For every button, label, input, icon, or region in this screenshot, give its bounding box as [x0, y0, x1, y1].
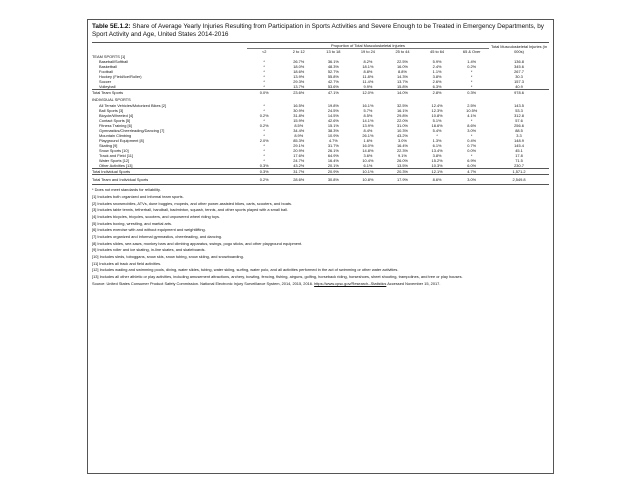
cell-total: 978.6	[489, 90, 549, 96]
cell-value: 8.9%	[294, 132, 304, 138]
cell-value: 12.0%	[351, 90, 386, 96]
cell-value: 20.1%	[327, 163, 339, 169]
cell-value: 0.2%	[259, 122, 269, 128]
cell-value: *	[263, 152, 265, 158]
cell-value: 31.8%	[293, 112, 305, 118]
document-page	[87, 19, 554, 474]
row-label: Total Team Sports	[92, 90, 247, 96]
source-note	[92, 281, 549, 286]
cell-value: 22.3%	[396, 147, 409, 153]
cell-total: 256.6	[514, 122, 524, 128]
cell-value: 34.4%	[293, 127, 305, 133]
cell-total: 145.4	[514, 142, 524, 148]
cell-value: 1.1%	[432, 69, 442, 75]
footnote-item: [3] Includes table tennis, tetherball, handball, badminton, squash, tennis, and other sports played with a small ball.	[92, 207, 288, 213]
footnote-13: [13] Includes all other athletic or play activities, including amusement attractions, archery, bowling, fencing, fishing, airguns, golfing, horseback riding, horseshoes, sheet shooting, trampolines, and tree or play houses.	[92, 274, 463, 280]
cell-value: 5.1%	[432, 117, 442, 123]
footnote-item: [4] Includes bicycles, tricycles, scooters, and unpowered wheel riding toys.	[92, 213, 221, 219]
cell-value: 8.5%	[363, 112, 373, 118]
footnotes	[92, 184, 549, 286]
cell-value: 13.7%	[396, 79, 409, 85]
cell-value: 8.8%	[398, 69, 407, 75]
table-title-label: Table 5E.1.2:	[92, 23, 131, 30]
cell-value: 29.1%	[293, 142, 305, 148]
cell-value: 14.8%	[362, 147, 374, 153]
cell-value: 3.0%	[454, 175, 489, 183]
cell-value: 6.1%	[363, 163, 373, 169]
cell-value: 29.3%	[293, 79, 305, 85]
cell-total: 40.9	[515, 84, 523, 90]
footnote-item: [6] Includes exercise with and without equipment and weightlifting.	[92, 227, 206, 233]
cell-value: 15.9%	[293, 117, 305, 123]
row-label: Baseball/Softball	[99, 59, 128, 65]
cell-value: 2.0%	[259, 137, 269, 143]
cell-value: 30.8%	[316, 175, 351, 183]
cell-value: 14.5%	[327, 112, 339, 118]
cell-value: 2.6%	[432, 79, 442, 85]
cell-value: 19.8%	[327, 102, 339, 108]
cell-total: 17.8	[515, 152, 523, 158]
cell-value: 1.3%	[432, 137, 442, 143]
cell-value: 0.3%	[454, 90, 489, 96]
row-label: Other Activities [13]	[99, 163, 133, 169]
proportion-header: Proportion of Total Musculoskeletal Injuries	[247, 43, 489, 49]
cell-value: 15.2%	[431, 158, 443, 164]
cell-value: 13.7%	[293, 84, 305, 90]
cell-value: 15.8%	[396, 84, 409, 90]
row-label: Contact Sports [5]	[99, 117, 131, 123]
cell-total: 143.5	[514, 102, 524, 108]
cell-value: 3.8%	[432, 74, 442, 80]
cell-value: *	[263, 117, 265, 123]
cell-value: 14.3%	[396, 74, 409, 80]
cell-value: 8.6%	[467, 122, 477, 128]
cell-value: 12.3%	[431, 107, 443, 113]
cell-value: 4.1%	[467, 112, 477, 118]
cell-total: 148.9	[514, 137, 524, 143]
cell-value: 53.6%	[327, 84, 339, 90]
cell-value: 3.6%	[363, 152, 373, 158]
footnote-item: [5] Includes boxing, wrestling, and martial arts.	[92, 220, 173, 226]
age-header: 13 to 18	[326, 49, 341, 55]
cell-total: 136.8	[514, 59, 524, 65]
cell-value: 16.1%	[362, 102, 374, 108]
footnote-item: [10] Includes sleds, toboggans, snow skis, snow tubing, snow skiing, and snowboarding.	[92, 254, 244, 260]
section-header-row	[92, 95, 549, 102]
row-label: Bicycle/Wheeled [4]	[99, 112, 134, 118]
cell-value: 9.1%	[398, 152, 407, 158]
row-label: Total Individual Sports	[92, 169, 247, 175]
cell-value: 18.6%	[293, 69, 305, 75]
cell-value: 18.6%	[431, 122, 443, 128]
row-label: Total Team and Individual Sports	[92, 175, 247, 183]
cell-value: 32.5%	[396, 102, 409, 108]
cell-value: 18.0%	[293, 64, 305, 70]
cell-value: 29.8%	[396, 112, 409, 118]
row-label: Fitness Training [6]	[99, 122, 132, 128]
age-header: 19 to 24	[360, 49, 375, 55]
cell-value: 16.4%	[396, 142, 409, 148]
cell-total: 230.7	[514, 163, 524, 169]
cell-value: *	[470, 152, 473, 158]
cell-value: 0.2%	[467, 64, 477, 70]
cell-value: 9.9%	[363, 84, 373, 90]
cell-value: 22.5%	[396, 59, 409, 65]
row-label: Hockey (Field/Ice/Roller)	[99, 74, 142, 80]
cell-value: 12.4%	[431, 102, 443, 108]
row-label: Mountain Climbing	[99, 132, 132, 138]
cell-value: 20.9%	[293, 147, 305, 153]
cell-value: 17.6%	[293, 152, 305, 158]
cell-value: 64.9%	[327, 152, 339, 158]
cell-value: 0.2%	[247, 175, 282, 183]
cell-value: *	[470, 79, 473, 85]
cell-value: 16.4%	[327, 158, 339, 164]
row-label: Football	[99, 69, 113, 75]
cell-value: 17.9%	[385, 175, 420, 183]
cell-value: 20.9%	[316, 169, 351, 175]
cell-value: 18.1%	[362, 64, 374, 70]
cell-value: *	[470, 74, 473, 80]
cell-value: 2.5%	[467, 102, 477, 108]
cell-value: 11.8%	[362, 74, 374, 80]
cell-value: 43.2%	[293, 163, 305, 169]
cell-value: 20.3%	[385, 169, 420, 175]
cell-value: 16.0%	[362, 142, 374, 148]
cell-value: *	[263, 69, 265, 75]
cell-value: 13.9%	[293, 74, 305, 80]
table-body	[92, 54, 549, 182]
cell-value: 24.5%	[327, 107, 339, 113]
cell-value: 10.3%	[396, 127, 409, 133]
cell-total: 1,571.2	[489, 169, 549, 175]
row-label: Soccer	[99, 79, 112, 85]
cell-value: 47.1%	[316, 90, 351, 96]
footnote-list	[92, 194, 549, 266]
age-header: 45 to 64	[430, 49, 445, 55]
cell-value: *	[263, 74, 265, 80]
cell-total: 2,549.8	[489, 175, 549, 183]
cell-value: *	[263, 158, 265, 164]
cell-total: 3.3	[516, 132, 522, 138]
cell-value: 16.1%	[396, 107, 409, 113]
cell-value: 2.8%	[420, 90, 455, 96]
cell-value: *	[263, 142, 265, 148]
cell-value: 16.0%	[396, 64, 409, 70]
row-label: Basketball	[99, 64, 117, 70]
cell-total: 157.3	[514, 79, 524, 85]
cell-value: 14.0%	[385, 90, 420, 96]
total-injuries-header: Total Musculoskeletal Injuries (in 000s)	[491, 44, 548, 55]
age-header: <2	[261, 49, 267, 55]
cell-value: 8.8%	[363, 69, 373, 75]
cell-value: 3.0%	[398, 137, 407, 143]
cell-value: 10.1%	[351, 169, 386, 175]
cell-total: 45.1	[515, 147, 523, 153]
total-row-grand	[92, 175, 549, 183]
cell-value: 0.3%	[259, 163, 269, 169]
cell-value: 3.0%	[467, 127, 477, 133]
cell-value: 10.5%	[466, 107, 478, 113]
row-label: Snow Sports [10]	[99, 147, 129, 153]
section-label: TEAM SPORTS [1]	[92, 54, 126, 60]
cell-value: *	[263, 127, 265, 133]
footnote-item: [1] Includes both organized and informal team sports.	[92, 193, 184, 199]
cell-value: 16.5%	[293, 102, 305, 108]
cell-value: 13.5%	[396, 163, 409, 169]
cell-value: 30.9%	[293, 107, 305, 113]
cell-value: 5.7%	[363, 107, 373, 113]
footnote-item: [11] Includes all track and field activities.	[92, 260, 162, 266]
age-header: 2 to 12	[292, 49, 305, 55]
cell-total: 57.6	[515, 117, 523, 123]
cell-value: 5.4%	[432, 127, 442, 133]
cell-value: 10.3%	[431, 163, 443, 169]
section-label: INDIVIDUAL SPORTS	[92, 97, 131, 103]
table-title-text: Share of Average Yearly Injuries Resulting from Participation in Sports Activities and Severe Enough to be Treated in Emergency Departments, by Sport Activity and Age, United States 2014-2016	[92, 23, 544, 38]
cell-value: *	[263, 107, 265, 113]
cell-value: *	[436, 132, 438, 138]
cell-value: 55.8%	[327, 74, 339, 80]
cell-value: 4.7%	[454, 169, 489, 175]
row-label: Skating [9]	[99, 142, 118, 148]
cell-value: 31.7%	[327, 142, 339, 148]
footnote-item: [2] Includes snowmobiles, ATVs, dune buggies, mopeds, and other power-assisted bikes, carts, scooters, and boats.	[92, 200, 292, 206]
cell-value: 3.8%	[432, 152, 442, 158]
cell-value: 5.9%	[432, 59, 442, 65]
cell-value: 28.6%	[281, 175, 316, 183]
cell-value: *	[470, 69, 473, 75]
row-label: Track and Field [11]	[99, 152, 133, 158]
cell-total: 30.3	[515, 74, 523, 80]
cell-value: 1.6%	[363, 137, 373, 143]
source-accessed: Accessed November 15, 2017.	[386, 280, 441, 286]
cell-total: 312.8	[514, 112, 524, 118]
cell-value: *	[263, 64, 265, 70]
cell-value: 26.0%	[396, 158, 409, 164]
cell-value: 6.0%	[467, 163, 477, 169]
cell-value: 0.7%	[467, 142, 477, 148]
row-label: Volleyball	[99, 84, 116, 90]
cell-value: 36.1%	[327, 59, 339, 65]
cell-value: 10.8%	[351, 175, 386, 183]
cell-total: 88.5	[515, 127, 523, 133]
cell-value: 11.4%	[362, 79, 374, 85]
cell-value: *	[263, 102, 265, 108]
cell-value: 26.1%	[362, 132, 374, 138]
footnote-reliability: * Does not meet standards for reliability.	[92, 187, 161, 193]
cell-value: 4.7%	[328, 137, 338, 143]
cell-value: 10.9%	[327, 132, 339, 138]
cell-value: *	[263, 132, 265, 138]
cell-value: 2.4%	[432, 64, 442, 70]
cell-value: 24.7%	[293, 158, 305, 164]
row-label: Playground Equipment [8]	[99, 137, 144, 143]
age-header: 65 & Over	[462, 49, 481, 55]
footnote-item: [7] Includes organized and informal gymnastics, cheerleading, and dancing.	[92, 234, 222, 240]
row-label: Gymnastics/Cheerleading/Dancing [7]	[99, 127, 165, 133]
cell-total: 71.5	[515, 158, 523, 164]
cell-value: 15.1%	[327, 122, 339, 128]
cell-value: *	[263, 84, 265, 90]
cell-value: 52.7%	[327, 69, 339, 75]
cell-value: 14.1%	[362, 117, 374, 123]
cell-value: 12.1%	[420, 169, 455, 175]
cell-value: 13.4%	[431, 147, 443, 153]
cell-value: 31.7%	[281, 169, 316, 175]
cell-value: *	[263, 59, 265, 65]
footnote-item: [8] Includes slides, see-saws, monkey bars and climbing apparatus, swings, pogo sticks, and other playground equipment.	[92, 240, 303, 246]
cell-value: 6.9%	[467, 158, 477, 164]
cell-total: 53.3	[515, 107, 523, 113]
cell-value: 0.3%	[247, 169, 282, 175]
cell-value: *	[470, 117, 473, 123]
cell-total: 345.6	[514, 64, 524, 70]
row-label: Ball Sports [3]	[99, 107, 124, 113]
cell-value: *	[470, 132, 473, 138]
cell-value: 8.6%	[420, 175, 455, 183]
cell-value: 42.6%	[327, 117, 339, 123]
cell-total: 267.7	[514, 69, 524, 75]
injury-share-table	[92, 42, 549, 182]
row-label: Water Sports [12]	[99, 158, 130, 164]
cell-value: 26.7%	[293, 59, 305, 65]
cell-value: 48.3%	[327, 64, 339, 70]
row-label: All Terrain Vehicles/Motorized Bikes [2]	[99, 102, 166, 108]
table-title	[92, 23, 549, 39]
cell-value: 10.4%	[362, 158, 374, 164]
cell-value: 6.1%	[432, 142, 442, 148]
cell-value: 13.9%	[362, 122, 374, 128]
cell-value: 0.0%	[247, 90, 282, 96]
cell-value: 42.7%	[327, 79, 339, 85]
footnote-item: [9] Includes roller and ice skating, in-line skates, and skateboards.	[92, 247, 206, 253]
footnote-12: [12] Includes wading and swimming pools, diving, water slides, tubing, water skiing, surfing, water polo, and all activities performed in the act of swimming or other water activities.	[92, 267, 399, 273]
cell-value: 26.1%	[327, 147, 339, 153]
cell-value: 8.4%	[363, 127, 373, 133]
cell-value: 31.0%	[396, 122, 409, 128]
cell-value: *	[263, 79, 265, 85]
source-text: Source: United States Consumer Product Safety Commission. National Electronic Injury Surveillance System, 2014, 2015, 2016.	[92, 280, 314, 286]
cell-value: 8.2%	[363, 59, 373, 65]
cell-value: 0.0%	[467, 147, 477, 153]
cell-value: *	[470, 84, 473, 90]
age-header: 25 to 44	[395, 49, 410, 55]
cell-value: 23.6%	[281, 90, 316, 96]
cell-value: 22.0%	[396, 117, 409, 123]
cell-value: 6.3%	[432, 84, 442, 90]
source-link[interactable]: https://www.cpsc.gov/Research--Statistics	[314, 280, 387, 286]
cell-value: 1.4%	[467, 59, 477, 65]
cell-value: 85.3%	[293, 137, 305, 143]
cell-value: 8.5%	[294, 122, 304, 128]
cell-value: 0.2%	[259, 112, 269, 118]
cell-value: 10.8%	[431, 112, 443, 118]
cell-value: 43.2%	[396, 132, 409, 138]
cell-value: 0.4%	[467, 137, 477, 143]
cell-value: 38.3%	[327, 127, 339, 133]
cell-value: *	[263, 147, 265, 153]
